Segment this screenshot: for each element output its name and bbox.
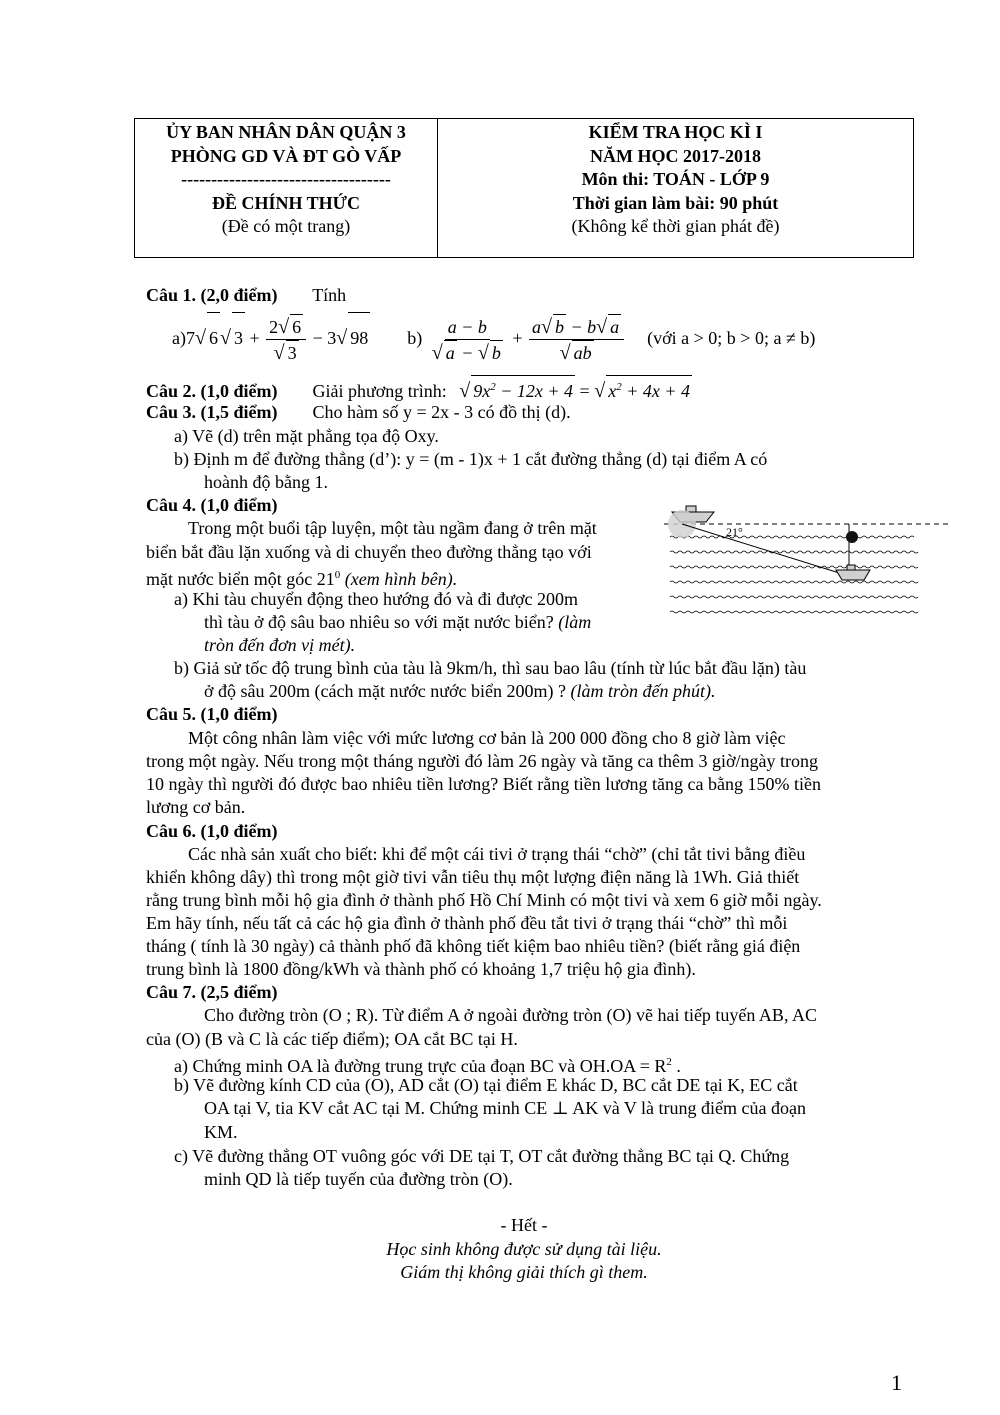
q2-equation: √ $9x^2 - 12x + 4$ = √ $x^2 + 4x + 4$	[459, 381, 692, 401]
q5-line2: trong một ngày. Nếu trong một tháng người đó làm 26 ngày và tăng ca thêm 3 giờ/ngày trong	[146, 751, 819, 771]
q4-p1: Trong một buổi tập luyện, một tàu ngầm đang ở trên mặt	[188, 518, 597, 538]
q7-b-line3: KM.	[204, 1122, 238, 1142]
q7-b-line2: OA tại V, tia KV cắt AC tại M. Chứng minh CE ⊥ AK và V là trung điểm của đoạn	[204, 1098, 806, 1118]
depth-marker	[846, 531, 858, 543]
q2-text: Giải phương trình:	[312, 381, 447, 401]
q4-p3	[146, 564, 457, 591]
q7-line2: của (O) (B và C là các tiếp điểm); OA cắt BC tại H.	[146, 1029, 518, 1049]
q5-line3: 10 ngày thì người đó được bao nhiêu tiền lương? Biết rằng tiền lương tăng ca bằng 150% tiền	[146, 774, 821, 794]
q6-line4: Em hãy tính, nếu tất cả các hộ gia đình ở thành phố đều tắt tivi ở trạng thái “chờ” thì mỗi	[146, 913, 788, 933]
page-number: 1	[891, 1370, 902, 1395]
header-official: ĐỀ CHÍNH THỨC	[211, 192, 361, 213]
q7-title: Câu 7. (2,5 điểm)	[146, 982, 278, 1002]
q4-a-line3: tròn đến đơn vị mét).	[204, 635, 356, 655]
q3-a: a) Vẽ (d) trên mặt phẳng tọa độ Oxy.	[174, 426, 439, 446]
q4-p3-note: (xem hình bên).	[340, 569, 458, 589]
q5-line4: lương cơ bản.	[146, 797, 246, 817]
q6-title: Câu 6. (1,0 điểm)	[146, 821, 278, 841]
header-pages: (Đề có một trang)	[221, 216, 351, 236]
header-divider: -----------------------------------	[181, 169, 391, 189]
q5-title: Câu 5. (1,0 điểm)	[146, 704, 278, 724]
subject: Môn thi: TOÁN - LỚP 9	[581, 169, 770, 189]
q7-a-text: a) Chứng minh OA là đường trung trực của đoạn BC và OH.OA = R	[174, 1056, 667, 1076]
q7-a-sup: 2	[666, 1056, 672, 1068]
header-right	[438, 119, 913, 257]
q6-line6: trung bình là 1800 đồng/kWh và thành phố có khoảng 1,7 triệu hộ gia đình).	[146, 959, 696, 979]
submarine-diagram	[664, 504, 948, 620]
q4-p2: biển bắt đầu lặn xuống và di chuyển theo đường thẳng tạo với	[146, 542, 592, 562]
q4-a-line1: a) Khi tàu chuyển động theo hướng đó và đi được 200m	[174, 589, 578, 609]
q1-score: (2,0 điểm)	[200, 285, 278, 305]
q2-line	[146, 375, 692, 403]
submarine-surface-icon	[668, 506, 714, 538]
duration: Thời gian làm bài: 90 phút	[572, 192, 779, 213]
angle-label: 21°	[726, 525, 743, 539]
q4-a-line2-text: thì tàu ở độ sâu bao nhiêu so với mặt nước biển?	[204, 612, 554, 632]
q4-b-line2-text: ở độ sâu 200m (cách mặt nước nước biển 200m) ?	[204, 681, 571, 701]
q1-expressions	[172, 312, 815, 366]
header-org: ỦY BAN NHÂN DÂN QUẬN 3	[166, 122, 406, 142]
q3-text: Cho hàm số y = 2x - 3 có đồ thị (d).	[312, 402, 571, 422]
q4-b-line1: b) Giả sử tốc độ trung bình của tàu là 9km/h, thì sau bao lâu (tính từ lúc bắt đầu lặn) tàu	[174, 658, 807, 678]
q3-b-line1: b) Định m để đường thẳng (d’): y = (m - 1)x + 1 cắt đường thẳng (d) tại điểm A có	[174, 449, 768, 469]
duration-note: (Không kể thời gian phát đề)	[571, 216, 780, 236]
q4-a-line2-note: (làm	[553, 612, 592, 632]
q4-b-line2	[204, 680, 715, 703]
q1-condition: (với a > 0; b > 0; a ≠ b)	[647, 328, 816, 348]
q7-b-line1: b) Vẽ đường kính CD của (O), AD cắt (O) tại điểm E khác D, BC cắt DE tại K, EC cắt	[174, 1075, 798, 1095]
q4-b-line2-note: (làm tròn đến phút).	[570, 681, 716, 701]
q4-degree-sup: 0	[334, 569, 341, 581]
school-year: NĂM HỌC 2017-2018	[590, 145, 761, 166]
q1-intro: Tính	[312, 285, 347, 305]
header-table	[134, 118, 914, 258]
q6-line2: khiển không dây) thì trong một giờ tivi vẫn tiêu thụ một lượng điện năng là 1Wh. Giả thiết	[146, 867, 800, 887]
q3-line	[146, 401, 571, 424]
q3-title: Câu 3. (1,5 điểm)	[146, 402, 278, 422]
q6-line1: Các nhà sản xuất cho biết: khi để một cái tivi ở trạng thái “chờ” (chỉ tắt tivi bằng điều	[188, 844, 806, 864]
q7-c-line2: minh QD là tiếp tuyến của đường tròn (O).	[204, 1169, 513, 1189]
q1-b-expr: $\frac{a - b}{√ a - √ b}$ + $\frac{a√ b - b√ a}{√ ab}$	[427, 328, 626, 348]
footer-end: - Hết -	[500, 1215, 548, 1235]
q6-line3: rằng trung bình mỗi hộ gia đình ở thành phố Hồ Chí Minh có một tivi và xem 6 giờ mỗi ngày.	[146, 890, 822, 910]
q5-line1: Một công nhân làm việc với mức lương cơ bản là 200 000 đồng cho 8 giờ làm việc	[188, 728, 786, 748]
q4-title: Câu 4. (1,0 điểm)	[146, 495, 278, 515]
submarine-submerged-icon	[836, 565, 870, 580]
exam-title: KIỂM TRA HỌC KÌ I	[588, 122, 763, 142]
header-left	[135, 119, 438, 257]
q1-title: Câu 1.	[146, 285, 197, 305]
footer-note1: Học sinh không được sử dụng tài liệu.	[386, 1239, 662, 1259]
q7-c-line1: c) Vẽ đường thẳng OT vuông góc với DE tại T, OT cắt đường thẳng BC tại Q. Chứng	[174, 1146, 790, 1166]
q1-b-label: b)	[407, 328, 423, 348]
q7-line1: Cho đường tròn (O ; R). Từ điểm A ở ngoài đường tròn (O) vẽ hai tiếp tuyến AB, AC	[204, 1005, 817, 1025]
footer-note2: Giám thị không giải thích gì them.	[400, 1262, 648, 1282]
q1-heading	[146, 284, 346, 307]
waves	[670, 536, 918, 613]
q1-a-expr: 7√ 6 √ 3 + $\frac{2√ 6}{√ 3}$ − 3√ 98	[186, 328, 370, 348]
q7-a-end: .	[671, 1056, 681, 1076]
q4-p3-text: mặt nước biển một góc 21	[146, 569, 335, 589]
q2-title: Câu 2. (1,0 điểm)	[146, 381, 278, 401]
q4-a-line2	[204, 611, 591, 634]
q3-b-line2: hoành độ bằng 1.	[204, 472, 328, 492]
q6-line5: tháng ( tính là 30 ngày) cả thành phố đã không tiết kiệm bao nhiêu tiền? (biết rằng giá điện	[146, 936, 801, 956]
q1-a-label: a)	[172, 328, 186, 348]
header-dept: PHÒNG GD VÀ ĐT GÒ VẤP	[170, 145, 402, 166]
